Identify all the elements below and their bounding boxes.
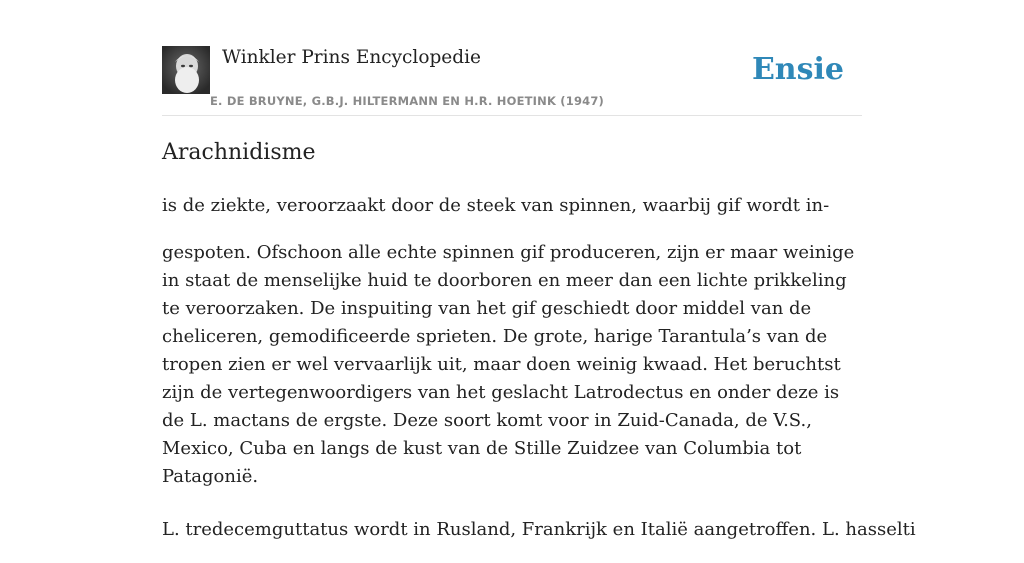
authors-line: E. DE BRUYNE, G.B.J. HILTERMANN EN H.R. HOETINK (1947): [210, 94, 605, 108]
article-body: [162, 192, 916, 563]
header-divider: [162, 115, 862, 116]
publication-title[interactable]: Winkler Prins Encyclopedie: [222, 47, 481, 68]
page-header: [162, 46, 862, 116]
portrait-image: [162, 46, 210, 94]
article-title: Arachnidisme: [162, 140, 316, 165]
author-avatar: [162, 46, 210, 94]
article-paragraph: L. tredecemguttatus wordt in Rusland, Frankrijk en Italië aangetroffen. L. hasselti: [162, 519, 916, 540]
article-paragraph: gespoten. Ofschoon alle echte spinnen gif produceren, zijn er maar weinige in staat de menselijke huid te doorboren en meer dan een lichte prikkeling te veroorzaken. De inspuiting van het gif geschiedt door middel van de cheliceren, gemodificeerde sprieten. De grote, harige Tarantula’s van de tropen zien er wel vervaarlijk uit, maar doen weinig kwaad. Het beruchtst zijn de vertegenwoordigers van het geslacht Latrodectus en onder deze is de L. mactans de ergste. Deze soort komt voor in Zuid-Canada, de V.S., Mexico, Cuba en langs de kust van de Stille Zuidzee van Columbia tot Patagonië.: [162, 242, 855, 487]
ensie-logo[interactable]: Ensie: [751, 52, 844, 87]
article-paragraph: is de ziekte, veroorzaakt door de steek van spinnen, waarbij gif wordt in-: [162, 195, 830, 216]
